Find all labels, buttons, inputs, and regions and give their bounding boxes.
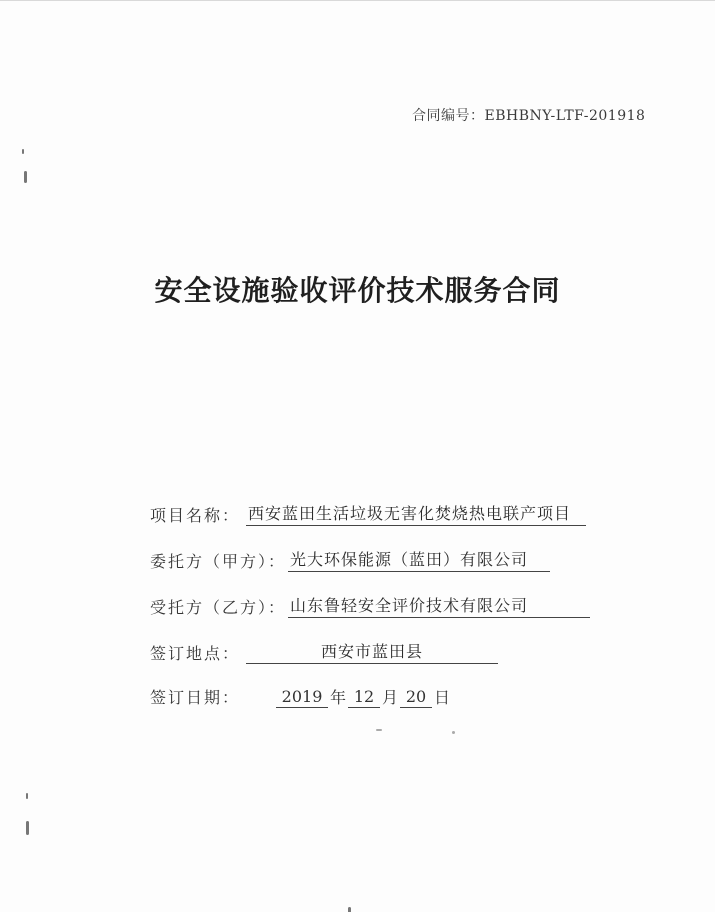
scan-speck — [452, 731, 455, 734]
contractor-value: 山东鲁轻安全评价技术有限公司 — [288, 593, 590, 618]
project-name-label: 项目名称： — [150, 506, 241, 525]
signing-place-label: 签订地点： — [150, 644, 241, 663]
signing-place-row — [150, 639, 498, 664]
project-name-value: 西安蓝田生活垃圾无害化焚烧热电联产项目 — [246, 501, 586, 526]
client-row — [150, 547, 550, 572]
scan-speck — [26, 821, 29, 835]
year-unit: 年 — [330, 688, 347, 707]
contractor-row — [150, 593, 590, 618]
signing-year: 2019 — [276, 687, 328, 708]
signing-date-row — [150, 685, 452, 708]
scan-speck — [376, 729, 382, 731]
scan-speck — [26, 793, 28, 799]
contract-number: 合同编号：EBHBNY-LTF-201918 — [412, 108, 646, 124]
scan-speck — [348, 907, 351, 912]
signing-date-label: 签订日期： — [150, 688, 241, 707]
scan-speck — [22, 149, 24, 154]
client-value: 光大环保能源（蓝田）有限公司 — [288, 547, 550, 572]
document-title: 安全设施验收评价技术服务合同 — [154, 274, 561, 307]
project-name-row — [150, 501, 586, 526]
contractor-label: 受托方（乙方）： — [150, 598, 287, 617]
day-unit: 日 — [434, 688, 451, 707]
signing-place-value: 西安市蓝田县 — [246, 639, 498, 664]
month-unit: 月 — [382, 688, 399, 707]
signing-day: 20 — [400, 687, 432, 708]
scan-speck — [24, 171, 27, 183]
signing-month: 12 — [348, 687, 380, 708]
client-label: 委托方（甲方）： — [150, 552, 287, 571]
